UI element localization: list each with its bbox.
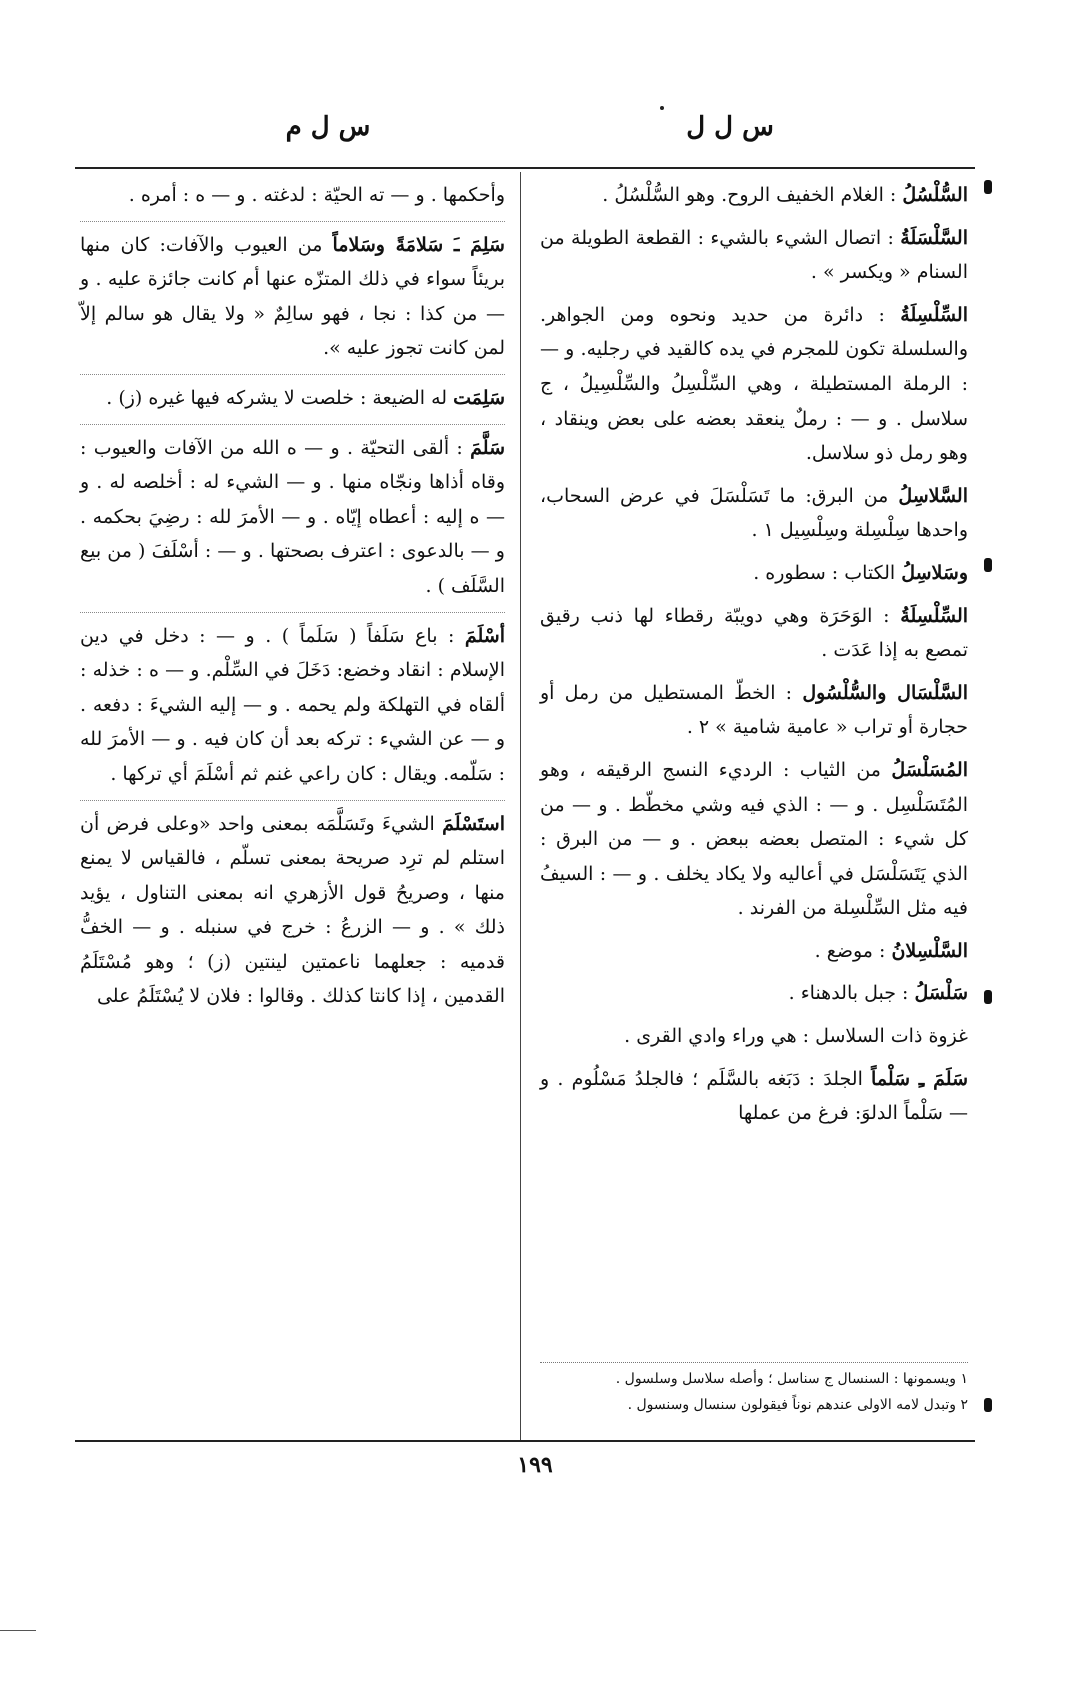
headword: سَلْسَلُ bbox=[914, 982, 968, 1005]
definition: من البرق: ما تَسَلْسَلَ في عرض السحاب، واحدها سِلْسِلة وسِلْسِيل ١ . bbox=[540, 484, 968, 542]
header-left-title: س ل م bbox=[285, 112, 371, 142]
headword: السُّلْسُلُ bbox=[902, 184, 968, 206]
headword: استَسْلَمَ bbox=[442, 812, 505, 835]
footnotes bbox=[540, 1366, 968, 1418]
entry bbox=[540, 298, 968, 471]
headword: السِّلْسِلَةُ bbox=[900, 303, 968, 326]
definition: من العيوب والآفات: كان منها بريئاً سواء في ذلك المتزّه عنها أم كانت جائزة عليه . و — من كذا : نجا ، فهو سالِمٌ « ولا يقال هو سالم إلاّ لمن كانت تجوز عليه ». bbox=[80, 233, 505, 360]
definition: : الخطّ المستطيل من رمل أو حجارة أو تراب « عامية شامية » ٢ . bbox=[540, 681, 968, 739]
page-number: ١٩٩ bbox=[517, 1452, 553, 1478]
header-rule bbox=[75, 167, 975, 169]
entry bbox=[540, 479, 968, 548]
entry bbox=[80, 612, 505, 792]
footer-rule bbox=[75, 1440, 975, 1442]
entry bbox=[540, 556, 968, 591]
definition: : جبل بالدهناء . bbox=[788, 982, 909, 1005]
definition: الكتاب : سطوره . bbox=[753, 561, 896, 584]
definition: : ألقى التحيّة . و — ه الله من الآفات والعيوب : وقاه أذاها ونجّاه منها . و — الشيء له : أخلصه له . و — ه إليه : أعطاه إيّاه . و — الأمرَ لله : رضِيَ بحكمه . و — بالدعوى : اعترف بصحتها . و — : أسْلَفَ ( من بيع السَّلَف ) . bbox=[80, 436, 505, 597]
entry bbox=[540, 934, 968, 969]
definition: : الوَحَرَة وهي دويبّة رقطاء لها ذنب رقيق تمصع به إذا عَدَت . bbox=[540, 604, 968, 662]
entry bbox=[80, 800, 505, 1015]
header-dot bbox=[660, 106, 664, 110]
margin-mark bbox=[984, 990, 992, 1004]
definition: الجلدَ : دَبَغه بالسَّلَم ؛ فالجلدُ مَسْلُوم . و — سَلْماً الدلوَ: فرغ من عملها bbox=[540, 1067, 968, 1125]
headword: السِّلْسِلَةُ bbox=[900, 604, 969, 627]
margin-mark bbox=[984, 558, 992, 572]
definition: له الضيعة : خلصت لا يشركه فيها غيره (ز) . bbox=[106, 386, 448, 409]
headword: السَّلْسَلَةُ bbox=[900, 226, 968, 249]
footnote-rule bbox=[540, 1362, 968, 1363]
entry bbox=[540, 753, 968, 926]
scan-edge-mark bbox=[0, 1630, 36, 1631]
headword: السَّلاسِلُ bbox=[898, 484, 968, 507]
margin-mark bbox=[984, 180, 992, 194]
definition: : الغلام الخفيف الروح. وهو السُّلْسُلُ . bbox=[602, 184, 897, 206]
headword: المُسَلْسَلُ bbox=[891, 758, 968, 781]
footnote: ٢ وتبدل لامه الاولى عندهم نوناً فيقولون سنسال وسنسول . bbox=[627, 1397, 968, 1413]
headword: سَلَمَ ـِ سَلْماً bbox=[871, 1067, 968, 1090]
definition: : باع سَلَفاً ( سَلَماً ) . و — : دخل في دين الإسلام : انقاد وخضع: دَخَلَ في السِّلْم. و — ه : خذله : ألقاه في التهلكة ولم يحمه . و — إليه الشيءَ : دفعه . و — عن الشيء : تركه بعد أن كان فيه . و — الأمرَ لله : سَلّمه. ويقال : كان راعي غنم ثم أسْلَمَ أي تركها . bbox=[80, 624, 505, 785]
entry bbox=[540, 676, 968, 745]
margin-mark bbox=[984, 1398, 992, 1412]
left-column bbox=[80, 178, 505, 1022]
headword: سَلَّمَ bbox=[470, 436, 506, 459]
entry bbox=[80, 374, 505, 416]
entry bbox=[540, 599, 968, 668]
entry bbox=[540, 178, 968, 213]
headword: أسْلَمَ bbox=[464, 624, 505, 647]
entry bbox=[80, 424, 505, 604]
headword: سَلِمَت bbox=[453, 386, 505, 409]
column-divider bbox=[520, 172, 521, 1442]
entry bbox=[80, 178, 505, 213]
right-column bbox=[540, 178, 968, 1139]
header-right-title: س ل ل bbox=[686, 112, 774, 142]
definition: : اتصال الشيء بالشيء : القطعة الطويلة من السنام « ويكسر » . bbox=[540, 226, 968, 284]
headword: وسَلاسِلُ bbox=[901, 561, 968, 584]
entry bbox=[540, 1019, 968, 1054]
definition: : موضع . bbox=[814, 939, 886, 962]
entry bbox=[80, 221, 505, 366]
headword: السَّلْسِلانُ bbox=[891, 939, 968, 962]
footnote: ١ ويسمونها : السنسال ج سناسل ؛ وأصله سلاسل وسلسول . bbox=[615, 1371, 968, 1387]
headword: السَّلْسَال والسُّلْسُول bbox=[802, 681, 968, 704]
entry bbox=[540, 1062, 968, 1131]
entry bbox=[540, 976, 968, 1011]
definition: وأحكمها . و — ته الحيّة : لدغته . و — ه : أمره . bbox=[128, 184, 505, 206]
definition: الشيءَ وتَسَلَّمَه بمعنى واحد «وعلى فرض أن استلم لم ترِد صريحة بمعنى تسلّم ، فالقياس لا يمنع منها ، وصريحُ قول الأزهري انه بمعنى التناول ، يؤيد ذلك » . و — الزرعُ : خرج في سنبله . و — الخفُّ قدميه : جعلهما ناعمتين لينتين (ز) ؛ وهو مُسْتَلَمُ القدمين ، إذا كانتا كذلك . وقالوا : فلان لا يُسْتَلَمُ على bbox=[80, 812, 505, 1008]
definition: من الثياب : الرديء النسج الرقيقه ، وهو المُتَسَلْسِل . و — : الذي فيه وشي مخطّط . و — من كل شيء : المتصل بعضه ببعض . و — من البرق : الذي يَتَسَلْسَل في أعاليه ولا يكاد يخلف . و — : السيفُ فيه مثل السِّلْسِلة من الفرند . bbox=[540, 758, 968, 920]
definition: : دائرة من حديد ونحوه ومن الجواهر. والسلسلة تكون للمجرم في يده كالقيد في رجليه. و — : الرملة المستطيلة ، وهي السِّلْسِلُ والسِّلْسِيلُ ، ج سلاسل . و — : رملٌ ينعقد بعضه على بعض وينقاد ، وهو رمل ذو سلاسل. bbox=[540, 303, 968, 465]
headword: سَلِمَ ـَ سَلامَةً وسَلاماً bbox=[332, 233, 505, 256]
entry bbox=[540, 221, 968, 290]
definition: غزوة ذات السلاسل : هي وراء وادي القرى . bbox=[624, 1025, 968, 1048]
